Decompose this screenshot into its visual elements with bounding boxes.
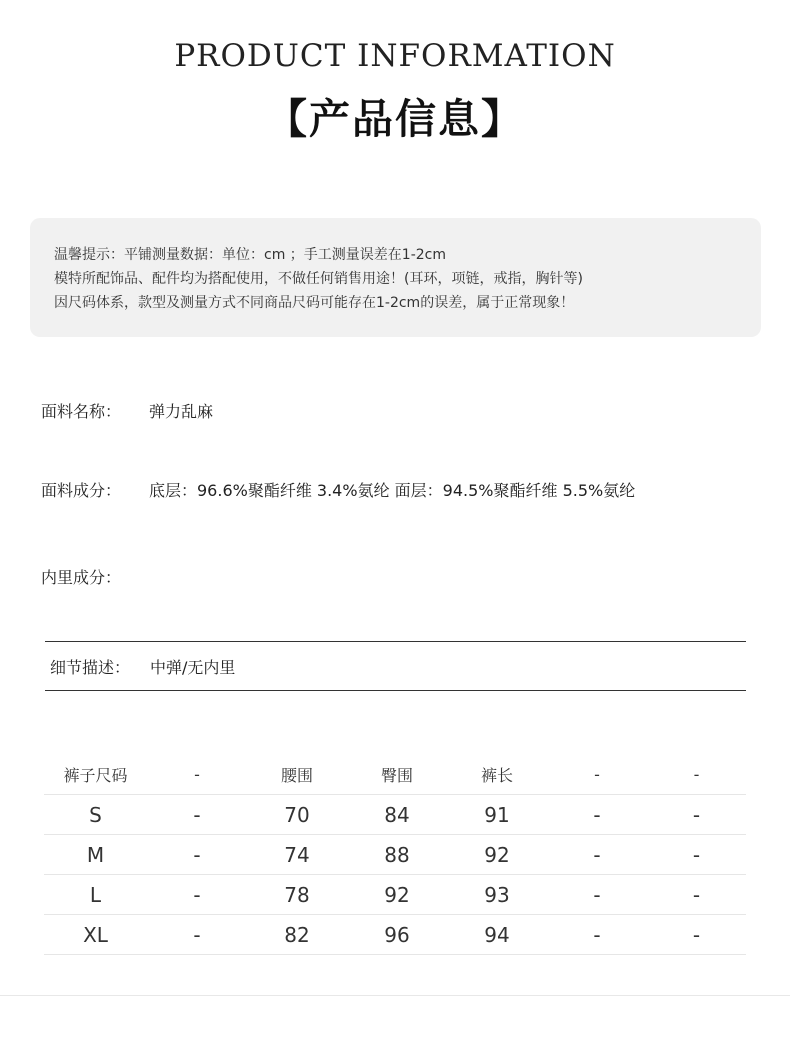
fabric-composition-row: [41, 478, 635, 501]
fabric-name-row: [41, 399, 213, 422]
divider-top: [45, 641, 746, 642]
detail-label: 细节描述：: [50, 658, 131, 677]
table-cell: 96: [347, 915, 447, 955]
table-cell: -: [647, 915, 746, 955]
notice-box: [30, 218, 761, 337]
table-cell: -: [147, 915, 247, 955]
lining-row: [41, 565, 149, 588]
table-cell: -: [547, 795, 647, 835]
table-cell: S: [44, 795, 147, 835]
header-cell: 腰围: [247, 755, 347, 795]
table-cell: M: [44, 835, 147, 875]
header-cell: 裤长: [447, 755, 547, 795]
header-cell: -: [647, 755, 746, 795]
header-cell: 裤子尺码: [44, 755, 147, 795]
table-cell: XL: [44, 915, 147, 955]
fabric-name-label: 面料名称：: [41, 402, 122, 421]
table-row: [44, 795, 746, 835]
page-title-en: PRODUCT INFORMATION: [174, 38, 616, 74]
detail-value: 中弹/无内里: [150, 658, 236, 677]
table-cell: -: [647, 875, 746, 915]
table-cell: 92: [447, 835, 547, 875]
divider-bottom: [45, 690, 746, 691]
table-cell: 92: [347, 875, 447, 915]
size-table: [44, 755, 746, 955]
header-cell: 臀围: [347, 755, 447, 795]
table-cell: -: [147, 835, 247, 875]
table-cell: 82: [247, 915, 347, 955]
notice-line: 模特所配饰品、配件均为搭配使用，不做任何销售用途！(耳环，项链，戒指，胸针等): [54, 271, 583, 287]
table-cell: 94: [447, 915, 547, 955]
table-cell: -: [147, 795, 247, 835]
table-cell: L: [44, 875, 147, 915]
table-cell: 74: [247, 835, 347, 875]
table-cell: -: [647, 795, 746, 835]
page-title-cn: 【产品信息】: [266, 95, 524, 143]
table-cell: 84: [347, 795, 447, 835]
table-cell: 93: [447, 875, 547, 915]
fabric-composition-label: 面料成分：: [41, 481, 122, 500]
table-row: [44, 835, 746, 875]
header-cell: -: [147, 755, 247, 795]
notice-line: 因尺码体系，款型及测量方式不同商品尺码可能存在1-2cm的误差，属于正常现象！: [54, 295, 575, 311]
table-cell: -: [147, 875, 247, 915]
fabric-composition-value: 底层：96.6%聚酯纤维 3.4%氨纶 面层：94.5%聚酯纤维 5.5%氨纶: [149, 481, 636, 500]
table-row: [44, 915, 746, 955]
size-table-header: [44, 755, 746, 795]
table-cell: 78: [247, 875, 347, 915]
table-cell: 70: [247, 795, 347, 835]
table-cell: -: [547, 875, 647, 915]
lining-label: 内里成分：: [41, 568, 122, 587]
fabric-name-value: 弹力乱麻: [149, 402, 214, 421]
table-cell: -: [547, 835, 647, 875]
detail-row: [50, 655, 235, 678]
notice-line: 温馨提示：平铺测量数据：单位：cm ；手工测量误差在1-2cm: [54, 247, 446, 263]
header-cell: -: [547, 755, 647, 795]
table-cell: 88: [347, 835, 447, 875]
table-cell: -: [647, 835, 746, 875]
table-row: [44, 875, 746, 915]
table-cell: 91: [447, 795, 547, 835]
bottom-divider: [0, 995, 790, 996]
table-cell: -: [547, 915, 647, 955]
